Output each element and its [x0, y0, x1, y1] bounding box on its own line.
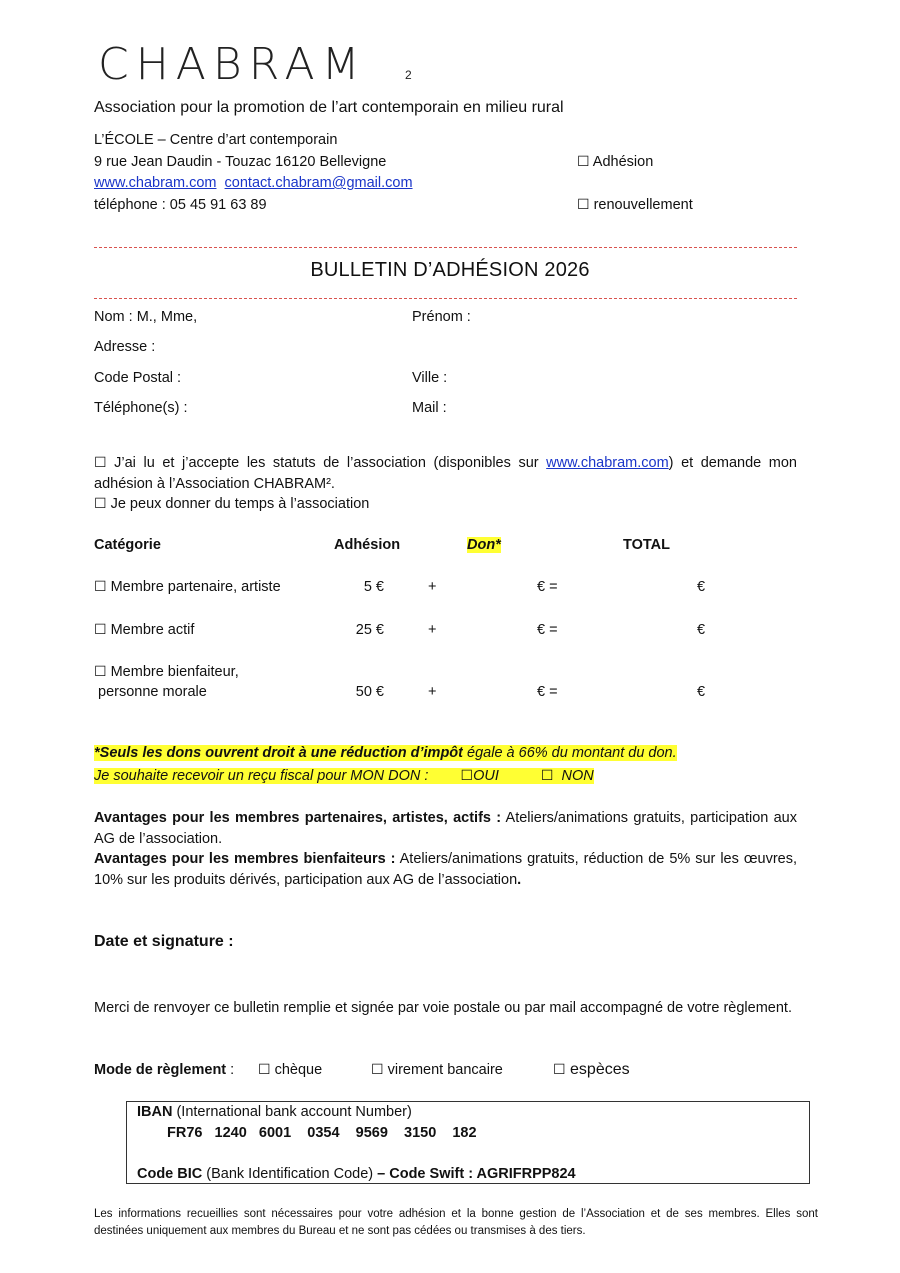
tax-oui[interactable]: OUI: [473, 768, 499, 784]
header-total: TOTAL: [623, 537, 670, 553]
option-renouvellement[interactable]: [577, 197, 693, 213]
option-adhesion-label: Adhésion: [592, 154, 654, 170]
checkbox-icon[interactable]: ☐: [94, 622, 107, 638]
website-link[interactable]: www.chabram.com: [94, 175, 217, 191]
chabram-logo: [98, 40, 428, 90]
advantages-partenaires-text: Ateliers/animations gratuits, participation aux AG de l’association.: [94, 810, 797, 847]
field-code-postal[interactable]: Code Postal :: [94, 370, 182, 386]
checkbox-icon[interactable]: ☐: [553, 1062, 566, 1078]
consent-statuts-after: ) et demande mon adhésion à l’Association CHABRAM².: [94, 455, 797, 492]
consent-statuts[interactable]: [94, 453, 797, 495]
field-prenom[interactable]: Prénom :: [412, 309, 471, 325]
checkbox-icon[interactable]: ☐: [460, 768, 474, 784]
divider-top: [94, 247, 797, 248]
venue-name: L’ÉCOLE – Centre d’art contemporain: [94, 132, 338, 148]
option-renouvellement-label: renouvellement: [593, 197, 693, 213]
consent-statuts-before: J’ai lu et j’accepte les statuts de l’association (disponibles sur: [114, 455, 547, 471]
field-telephone[interactable]: Téléphone(s) :: [94, 400, 188, 416]
page-title: BULLETIN D’ADHÉSION 2026: [310, 259, 590, 281]
advantages-partenaires: [94, 808, 797, 850]
iban-desc: (International bank account Number): [172, 1104, 412, 1120]
payment-virement[interactable]: [371, 1062, 503, 1078]
iban-label: IBAN: [137, 1104, 173, 1120]
euro-equals: € =: [537, 684, 558, 700]
checkbox-icon[interactable]: ☐: [94, 496, 107, 512]
checkbox-icon[interactable]: ☐: [258, 1062, 271, 1078]
advantages-bienfaiteurs: [94, 849, 797, 891]
checkbox-icon[interactable]: ☐: [371, 1062, 384, 1078]
row-bienfaiteur-amount: 50 €: [355, 684, 384, 700]
row-bienfaiteur[interactable]: [94, 664, 239, 680]
tax-note-rest: égale à 66% du montant du don.: [463, 745, 677, 761]
checkbox-icon[interactable]: ☐: [94, 579, 107, 595]
field-ville[interactable]: Ville :: [412, 370, 448, 386]
payment-mode: [94, 1062, 234, 1078]
field-mail[interactable]: Mail :: [412, 400, 447, 416]
email-link[interactable]: contact.chabram@gmail.com: [224, 175, 413, 191]
logo-superscript: 2: [405, 68, 412, 82]
phone-number: téléphone : 05 45 91 63 89: [94, 197, 267, 213]
row-actif-label: Membre actif: [110, 622, 195, 638]
row-bienfaiteur-label-2: personne morale: [98, 684, 207, 700]
privacy-notice: Les informations recueillies sont nécessaires pour votre adhésion et la bonne gestion de l’Association et de ses membres. Elles sont destinées uniquement aux membres du Bureau et ne sont pas cédées ou transmises à des tiers.: [94, 1208, 818, 1237]
tax-non[interactable]: NON: [561, 768, 594, 784]
payment-especes[interactable]: [553, 1061, 630, 1079]
divider-bottom: [94, 298, 797, 299]
checkbox-icon[interactable]: ☐: [94, 455, 107, 471]
consent-temps[interactable]: [94, 496, 369, 512]
header-don: Don*: [467, 537, 501, 553]
tax-receipt-label: Je souhaite recevoir un reçu fiscal pour MON DON :: [94, 768, 429, 784]
checkbox-icon[interactable]: ☐: [540, 768, 554, 784]
advantages-bienfaiteurs-label: Avantages pour les membres bienfaiteurs :: [94, 851, 396, 867]
row-bienfaiteur-label-1: Membre bienfaiteur,: [110, 664, 239, 680]
checkbox-icon[interactable]: ☐: [577, 154, 590, 170]
advantages-end: .: [517, 872, 522, 888]
logo-text: CHABRAM: [98, 39, 367, 90]
plus-sign: +: [428, 684, 437, 700]
option-adhesion[interactable]: [577, 154, 653, 170]
consent-temps-label: Je peux donner du temps à l’association: [110, 496, 370, 512]
tax-note-bold: *Seuls les dons ouvrent droit à une réduction d’impôt: [94, 745, 463, 761]
field-nom[interactable]: Nom : M., Mme,: [94, 309, 198, 325]
payment-label: Mode de règlement: [94, 1062, 227, 1078]
bic-line: [137, 1166, 576, 1182]
venue-address: 9 rue Jean Daudin - Touzac 16120 Bellevigne: [94, 154, 387, 170]
row-actif[interactable]: [94, 622, 194, 638]
checkbox-icon[interactable]: ☐: [94, 664, 107, 680]
header-adhesion: Adhésion: [334, 537, 401, 553]
row-partenaire-amount: 5 €: [363, 579, 384, 595]
bic-label: Code BIC: [137, 1166, 203, 1182]
plus-sign: +: [428, 622, 437, 638]
header-categorie: Catégorie: [94, 537, 161, 553]
contact-links: [94, 175, 413, 191]
payment-cheque[interactable]: [258, 1062, 322, 1078]
field-adresse[interactable]: Adresse :: [94, 339, 156, 355]
total-euro: €: [697, 684, 706, 700]
euro-equals: € =: [537, 622, 558, 638]
signature-label: Date et signature :: [94, 933, 234, 950]
tagline: Association pour la promotion de l’art contemporain en milieu rural: [94, 99, 564, 116]
advantages-bienfaiteurs-text: Ateliers/animations gratuits, réduction de 5% sur les œuvres, 10% sur les produits dérivés, participation aux AG de l’association: [94, 851, 798, 888]
euro-equals: € =: [537, 579, 558, 595]
tax-receipt: [94, 768, 594, 784]
total-euro: €: [697, 579, 706, 595]
plus-sign: +: [428, 579, 437, 595]
row-partenaire-label: Membre partenaire, artiste: [110, 579, 281, 595]
total-euro: €: [697, 622, 706, 638]
payment-virement-label: virement bancaire: [387, 1062, 503, 1078]
iban-value: FR76 1240 6001 0354 9569 3150 182: [167, 1125, 477, 1141]
payment-cheque-label: chèque: [274, 1062, 323, 1078]
swift-code: – Code Swift : AGRIFRPP824: [377, 1166, 576, 1182]
statuts-link[interactable]: www.chabram.com: [546, 455, 669, 471]
checkbox-icon[interactable]: ☐: [577, 197, 590, 213]
payment-especes-label: espèces: [570, 1061, 630, 1078]
payment-colon: :: [226, 1062, 235, 1078]
advantages-partenaires-label: Avantages pour les membres partenaires, artistes, actifs :: [94, 810, 502, 826]
tax-note: [94, 745, 677, 761]
iban-line: [137, 1104, 412, 1120]
row-actif-amount: 25 €: [355, 622, 384, 638]
bic-desc: (Bank Identification Code): [202, 1166, 378, 1182]
return-instructions: Merci de renvoyer ce bulletin remplie et signée par voie postale ou par mail accompagné de votre règlement.: [94, 1000, 792, 1016]
row-partenaire[interactable]: [94, 579, 281, 595]
